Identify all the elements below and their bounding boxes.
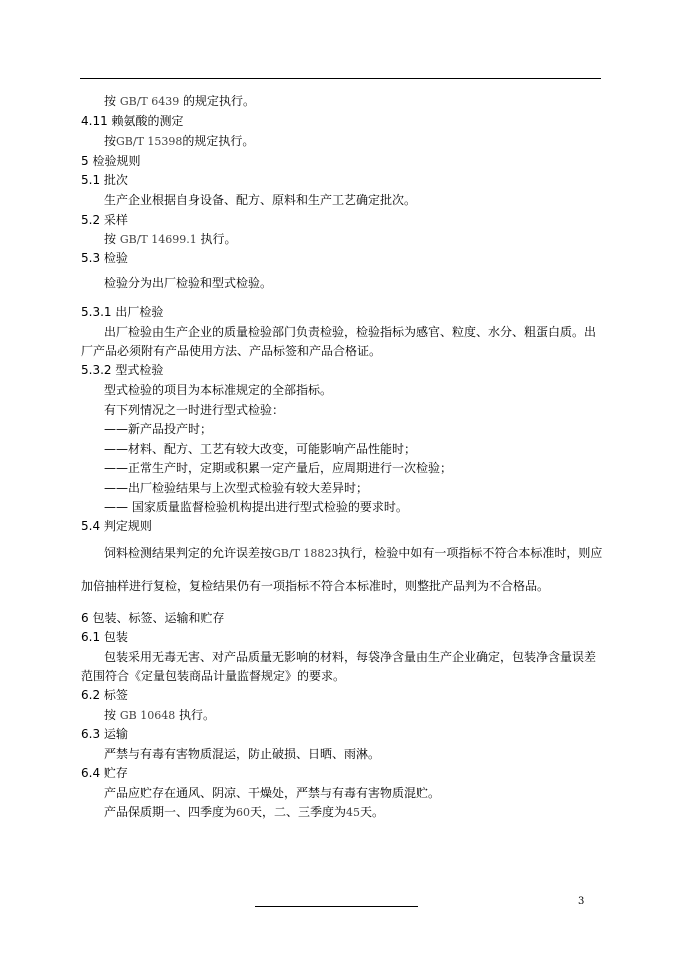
section-heading: 6.3 运输 xyxy=(81,727,128,741)
list-item: —— 国家质量监督检验机构提出进行型式检验的要求时。 xyxy=(104,500,408,514)
section-heading: 5.3 检验 xyxy=(81,251,128,265)
text-line: 出厂检验由生产企业的质量检验部门负责检验，检验指标为感官、粒度、水分、粗蛋白质。出 xyxy=(104,325,597,339)
text-line: 产品保质期一、四季度为60天，二、三季度为45天。 xyxy=(104,805,385,819)
section-heading: 5.3.2 型式检验 xyxy=(81,363,164,377)
section-heading: 5.2 采样 xyxy=(81,213,128,227)
list-item: ——正常生产时，定期或积累一定产量后，应周期进行一次检验； xyxy=(104,461,453,475)
list-item: ——新产品投产时； xyxy=(104,422,213,436)
list-item: ——出厂检验结果与上次型式检验有较大差异时； xyxy=(104,481,369,495)
section-heading: 6.4 贮存 xyxy=(81,766,128,780)
text-line: 按 GB 10648 执行。 xyxy=(104,708,216,722)
section-heading: 5 检验规则 xyxy=(81,154,141,168)
page-number: 3 xyxy=(578,896,585,907)
text-line: 产品应贮存在通风、阴凉、干燥处，严禁与有毒有害物质混贮。 xyxy=(104,786,441,800)
text-line: 按GB/T 15398的规定执行。 xyxy=(104,134,255,148)
text-line: 范围符合《定量包装商品计量监督规定》的要求。 xyxy=(81,669,346,683)
text-line: 生产企业根据自身设备、配方、原料和生产工艺确定批次。 xyxy=(104,193,417,207)
section-heading: 6.1 包装 xyxy=(81,630,128,644)
text-line: 按 GB/T 6439 的规定执行。 xyxy=(104,94,256,108)
text-line: 按 GB/T 14699.1 执行。 xyxy=(104,232,237,246)
text-line: 型式检验的项目为本标准规定的全部指标。 xyxy=(104,383,333,397)
text-line: 有下列情况之一时进行型式检验： xyxy=(104,403,285,417)
section-heading: 5.3.1 出厂检验 xyxy=(81,305,164,319)
section-heading: 5.1 批次 xyxy=(81,173,128,187)
footer-rule xyxy=(255,906,418,907)
text-line: 严禁与有毒有害物质混运，防止破损、日晒、雨淋。 xyxy=(104,747,381,761)
header-rule xyxy=(80,78,601,79)
text-line: 包装采用无毒无害、对产品质量无影响的材料，每袋净含量由生产企业确定，包装净含量误差 xyxy=(104,650,597,664)
section-heading: 4.11 赖氨酸的测定 xyxy=(81,114,184,128)
section-heading: 6.2 标签 xyxy=(81,688,128,702)
section-heading: 5.4 判定规则 xyxy=(81,519,152,533)
text-line: 厂产品必须附有产品使用方法、产品标签和产品合格证。 xyxy=(81,344,382,358)
text-line: 加倍抽样进行复检，复检结果仍有一项指标不符合本标准时，则整批产品判为不合格品。 xyxy=(81,579,550,593)
list-item: ——材料、配方、工艺有较大改变，可能影响产品性能时； xyxy=(104,442,417,456)
text-line: 饲料检测结果判定的允许误差按GB/T 18823执行，检验中如有一项指标不符合本标准时，则应 xyxy=(104,546,603,560)
section-heading: 6 包装、标签、运输和贮存 xyxy=(81,611,225,625)
text-line: 检验分为出厂检验和型式检验。 xyxy=(104,276,273,290)
